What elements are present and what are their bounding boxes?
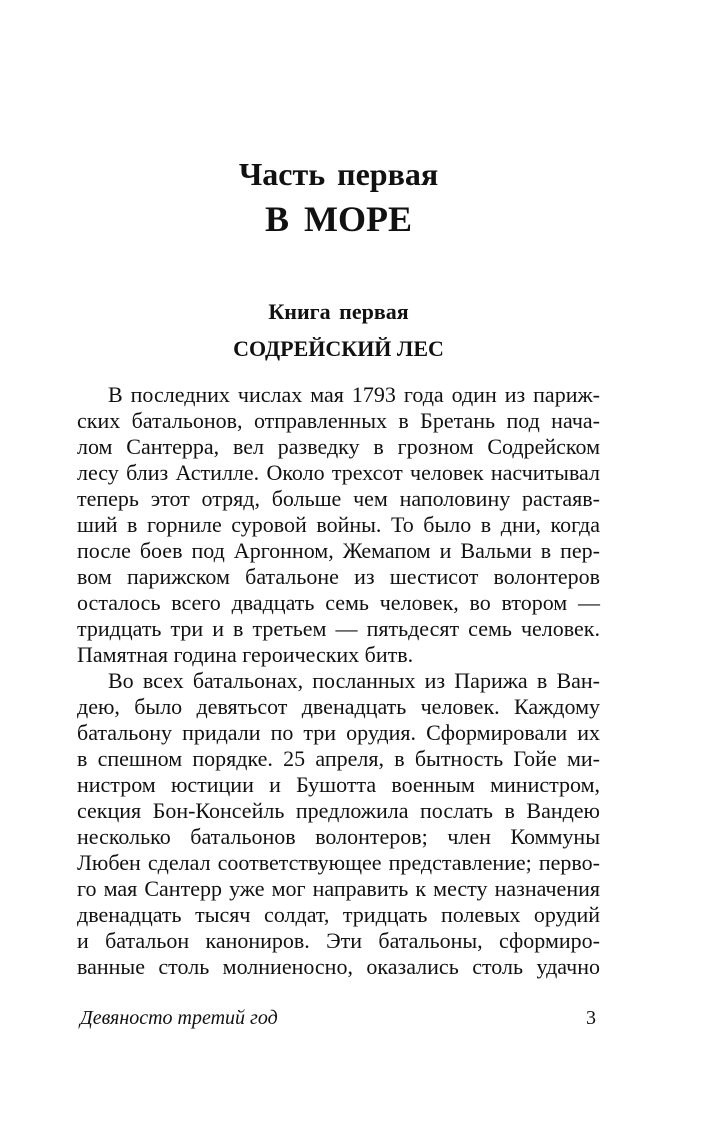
text-line: нистром юстиции и Бушотта военным министром, (77, 772, 600, 797)
part-subtitle: В МОРЕ (265, 199, 412, 239)
text-line: Во всех батальонах, посланных из Парижа в Ван- (108, 668, 600, 693)
text-line: ванные столь молниеносно, оказались столь удачно (77, 954, 600, 979)
part-title: Часть первая (238, 156, 439, 192)
text-line: ских батальонов, отправленных в Бретань под нача- (77, 408, 600, 433)
text-line: Любен сделал соответствующее представление; перво- (77, 850, 600, 875)
text-line: Памятная година героических битв. (77, 642, 414, 667)
text-line: вом парижском батальоне из шестисот волонтеров (77, 564, 600, 589)
text-line: теперь этот отряд, больше чем наполовину растаяв- (77, 486, 600, 511)
text-line: лом Сантерра, вел разведку в грозном Содрейском (77, 434, 600, 459)
text-line: тридцать три и в третьем — пятьдесят семь человек. (77, 616, 600, 641)
text-line: секция Бон-Консейль предложила послать в Вандею (77, 798, 600, 823)
paragraph-1 (77, 382, 600, 668)
book-title: Книга первая (268, 299, 409, 324)
page-number: 3 (586, 1007, 596, 1029)
text-line: несколько батальонов волонтеров; член Коммуны (77, 824, 600, 849)
text-line: осталось всего двадцать семь человек, во втором — (77, 590, 600, 615)
text-line: батальону придали по три орудия. Сформировали их (77, 720, 600, 745)
running-footer-title: Девяносто третий год (80, 1007, 278, 1029)
paragraph-2 (77, 668, 600, 980)
text-line: В последних числах мая 1793 года один из париж- (108, 382, 600, 407)
text-line: и батальон канониров. Эти батальоны, сформиро- (77, 928, 600, 953)
text-line: ший в горниле суровой войны. То было в дни, когда (77, 512, 600, 537)
text-line: после боев под Аргонном, Жемапом и Вальми в пер- (77, 538, 600, 563)
text-line: дею, было девятьсот двенадцать человек. Каждому (77, 694, 600, 719)
text-line: двенадцать тысяч солдат, тридцать полевых орудий (77, 902, 600, 927)
text-line: лесу близ Астилле. Около трехсот человек насчитывал (77, 460, 600, 485)
text-line: в спешном порядке. 25 апреля, в бытность Гойе ми- (77, 746, 600, 771)
book-subtitle: СОДРЕЙСКИЙ ЛЕС (233, 336, 444, 361)
text-line: го мая Сантерр уже мог направить к месту назначения (77, 876, 600, 901)
